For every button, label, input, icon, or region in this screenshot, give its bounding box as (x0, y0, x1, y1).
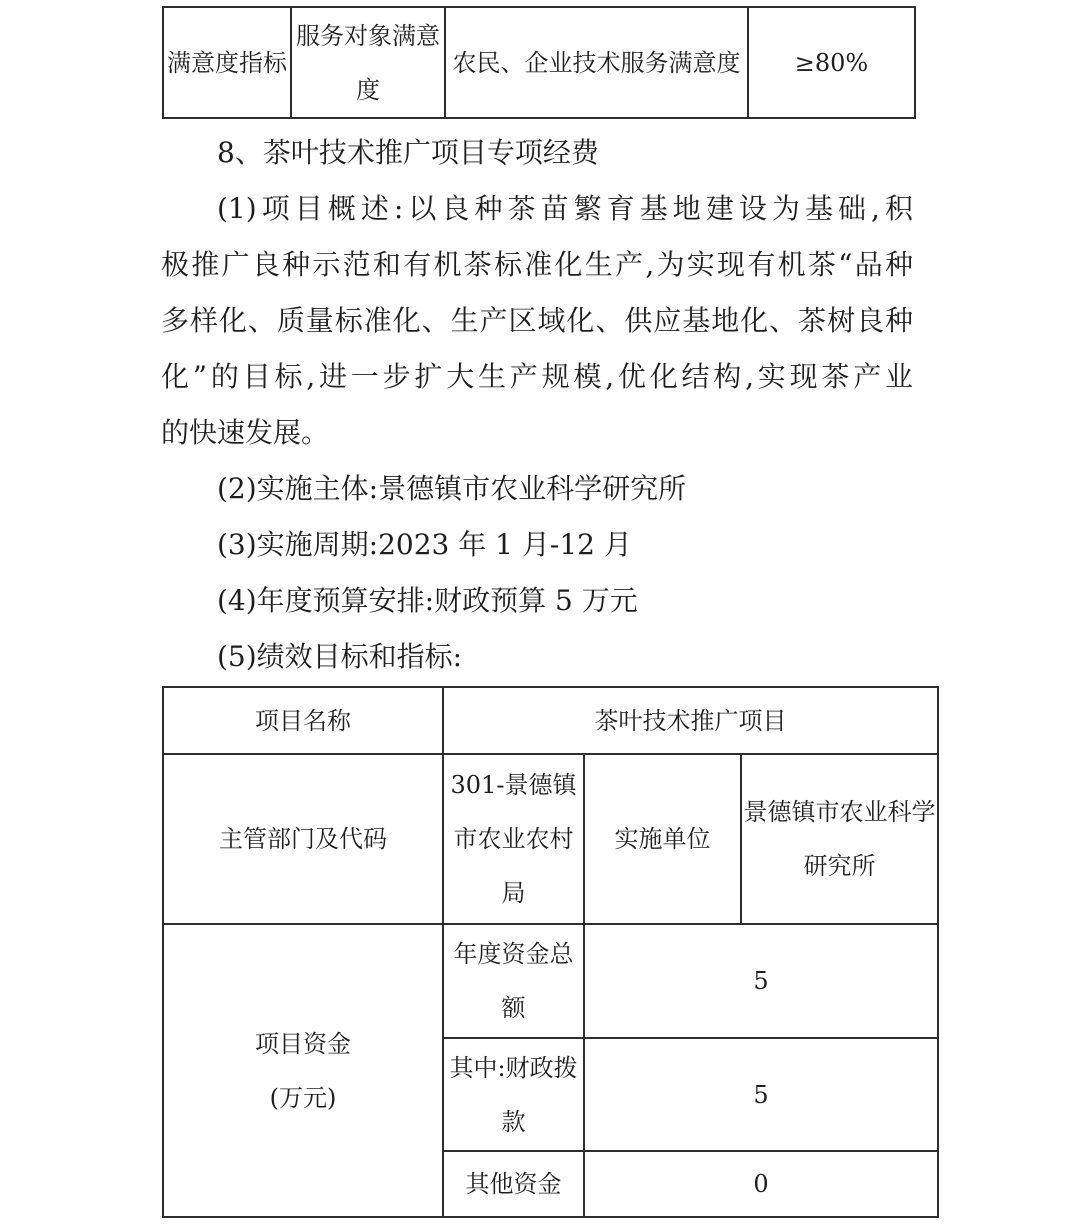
paragraph-line: 化”的目标,进一步扩大生产规模,优化结构,实现茶产业 (161, 360, 913, 393)
paragraph-line: 的快速发展。 (161, 416, 330, 449)
cell-funding-row-label: 其他资金 (443, 1151, 584, 1217)
cell-project-name-value: 茶叶技术推广项目 (443, 687, 938, 754)
section-body (161, 125, 913, 685)
cell-department-label: 主管部门及代码 (163, 754, 443, 924)
paragraph-line: 多样化、质量标准化、生产区域化、供应基地化、茶树良种 (161, 304, 913, 337)
cell-department-code: 301-景德镇市农业农村局 (443, 754, 584, 924)
section-heading: 8、茶叶技术推广项目专项经费 (217, 136, 599, 169)
paragraph-line: 极推广良种示范和有机茶标准化生产,为实现有机茶“品种 (161, 248, 913, 281)
cell-funding-row-label: 其中:财政拨款 (443, 1038, 584, 1151)
funding-total-row (163, 924, 938, 1038)
cell-project-name-label: 项目名称 (163, 687, 443, 754)
cell-implementer-label: 实施单位 (584, 754, 741, 924)
cell-funding-value: 5 (584, 1038, 938, 1151)
satisfaction-row (163, 7, 915, 118)
paragraph-line: (5)绩效目标和指标: (217, 640, 463, 673)
funding-unit-text: (万元) (269, 1083, 337, 1112)
cell-funding-label (163, 924, 443, 1217)
satisfaction-table (162, 6, 916, 119)
department-row (163, 754, 938, 924)
cell-funding-value: 0 (584, 1151, 938, 1217)
paragraph-line: (4)年度预算安排:财政预算 5 万元 (217, 584, 638, 617)
paragraph-line: (2)实施主体:景德镇市农业科学研究所 (217, 472, 687, 505)
paragraph-line: (3)实施周期:2023 年 1 月-12 月 (217, 528, 632, 561)
cell-indicator-target: ≥80% (748, 7, 915, 118)
cell-implementer-value: 景德镇市农业科学研究所 (741, 754, 938, 924)
cell-indicator-detail: 农民、企业技术服务满意度 (445, 7, 748, 118)
cell-indicator-category: 满意度指标 (163, 7, 291, 118)
cell-funding-value: 5 (584, 924, 938, 1038)
cell-indicator-name: 服务对象满意度 (291, 7, 445, 118)
performance-table (162, 686, 939, 1218)
cell-funding-row-label: 年度资金总额 (443, 924, 584, 1038)
paragraph-line: (1)项目概述:以良种茶苗繁育基地建设为基础,积 (217, 192, 913, 225)
funding-label-text: 项目资金 (255, 1029, 351, 1058)
project-name-row (163, 687, 938, 754)
